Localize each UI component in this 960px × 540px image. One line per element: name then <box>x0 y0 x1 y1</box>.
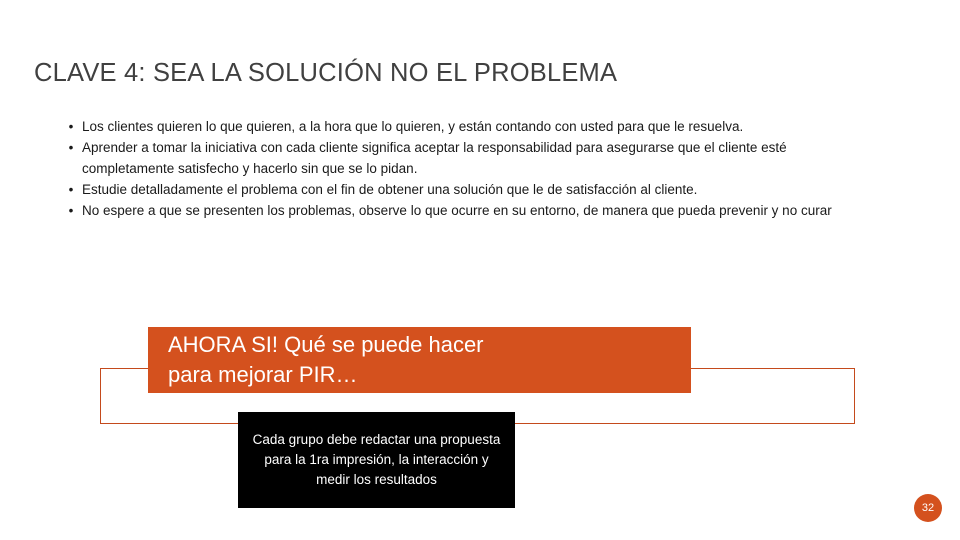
page-title: CLAVE 4: SEA LA SOLUCIÓN NO EL PROBLEMA <box>34 59 618 87</box>
bullet-icon: • <box>68 182 74 197</box>
list-item-text: Los clientes quieren lo que quieren, a la hora que lo quieren, y están contando con usted para que le resuelva. <box>82 119 744 134</box>
highlight-banner <box>148 327 691 393</box>
callout-box <box>238 412 515 508</box>
bullet-icon: • <box>68 119 74 134</box>
list-item-text: No espere a que se presenten los problemas, observe lo que ocurre en su entorno, de manera que pueda prevenir y no curar <box>82 203 832 218</box>
list-item <box>60 137 860 179</box>
list-item <box>60 116 860 137</box>
list-item-text: Aprender a tomar la iniciativa con cada cliente significa aceptar la responsabilidad para asegurarse que el cliente esté completamente satisfecho y hacerlo sin que se lo pidan. <box>82 140 787 176</box>
list-item <box>60 179 860 200</box>
page-number-badge: 32 <box>914 494 942 522</box>
highlight-banner-line1: AHORA SI! Qué se puede hacer <box>168 332 484 357</box>
bullet-icon: • <box>68 140 74 155</box>
bullet-list <box>60 116 860 221</box>
highlight-banner-text <box>168 330 484 390</box>
list-item-text: Estudie detalladamente el problema con el fin de obtener una solución que le de satisfacción al cliente. <box>82 182 698 197</box>
highlight-banner-line2: para mejorar PIR… <box>168 362 358 387</box>
bullet-icon: • <box>68 203 74 218</box>
callout-text: Cada grupo debe redactar una propuesta para la 1ra impresión, la interacción y medir los resultados <box>252 432 501 487</box>
list-item <box>60 200 860 221</box>
